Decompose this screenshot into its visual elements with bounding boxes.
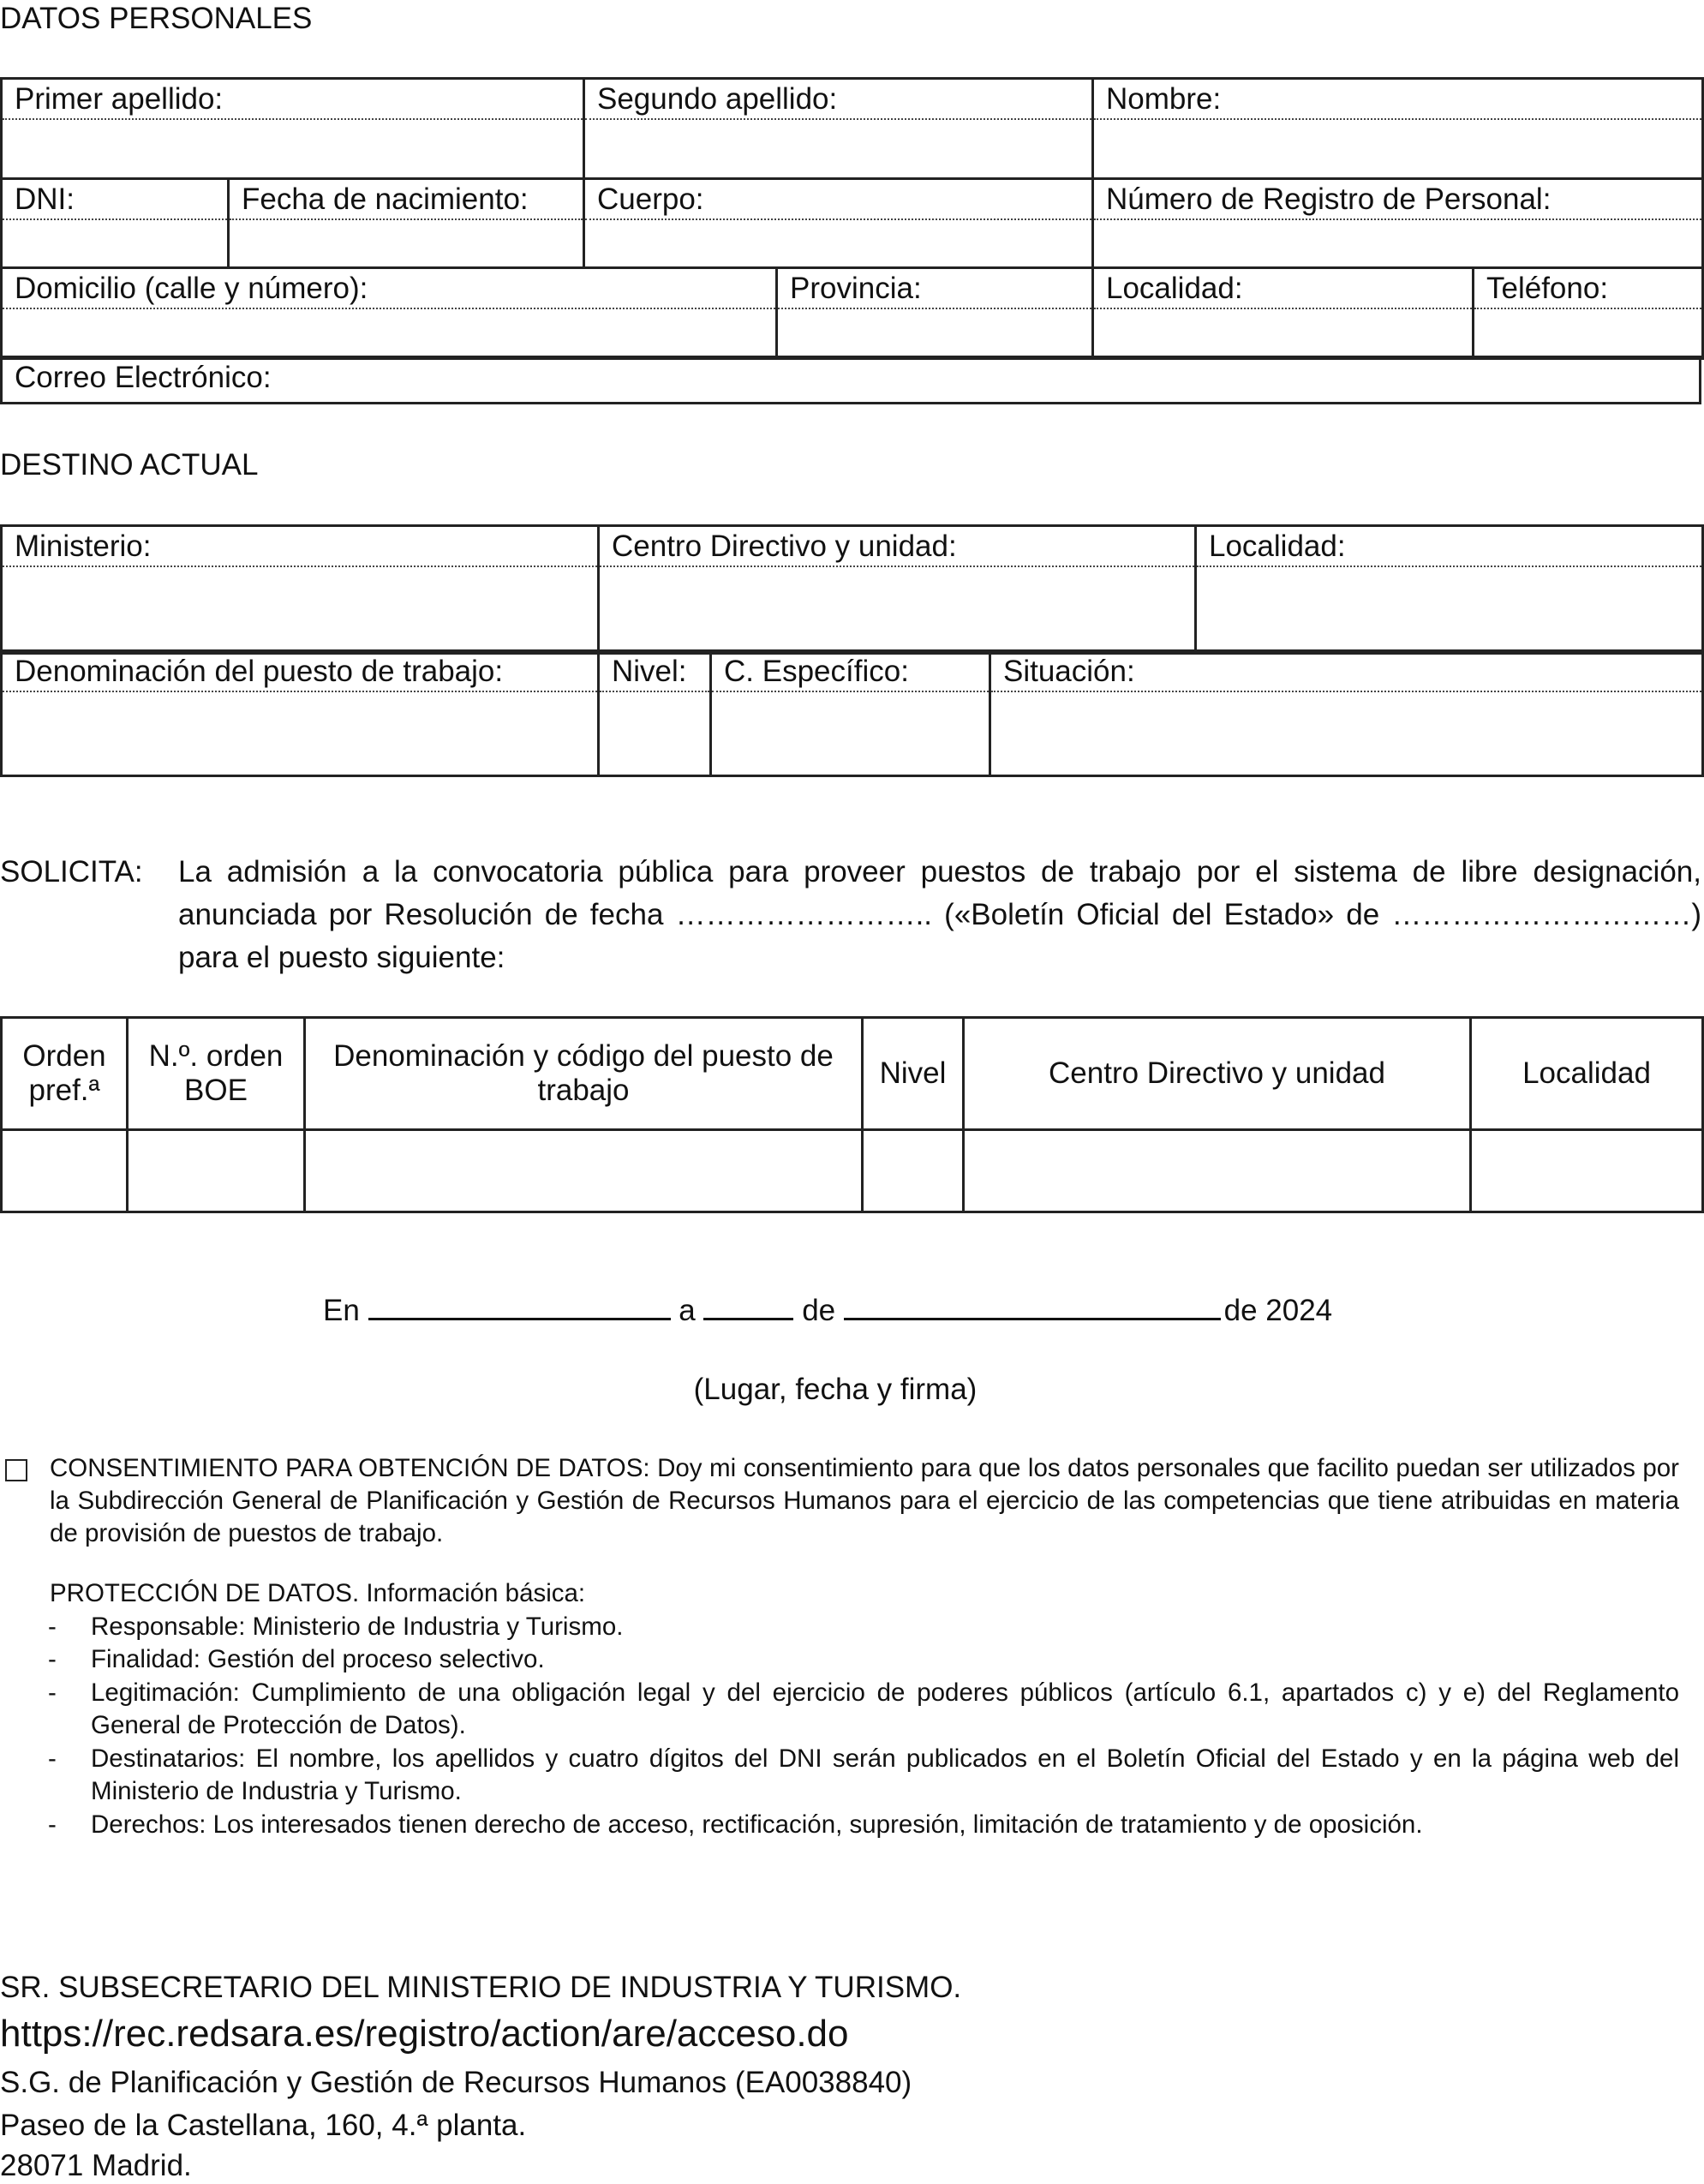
signature-year: de 2024 [1223,1294,1333,1327]
cuerpo-label: Cuerpo: [585,180,1091,220]
header-localidad: Localidad [1471,1018,1703,1130]
fecha-nacimiento-cell[interactable] [229,179,584,268]
signature-en: En [323,1294,360,1327]
situacion-cell[interactable] [990,651,1703,776]
privacy-item-text: Finalidad: Gestión del proceso selectivo. [91,1645,545,1673]
signature-caption: (Lugar, fecha y firma) [693,1373,978,1406]
destino-heading: DESTINO ACTUAL [0,448,259,482]
solicita-line-2: anunciada por Resolución de fecha …………………….. («Boletín Oficial del Estado» de …………………………) [178,898,1701,931]
domicilio-label: Domicilio (calle y número): [3,269,775,309]
solicita-label: SOLICITA: [0,855,143,889]
orden-boe-input[interactable] [128,1130,305,1212]
bullet-dash: - [48,1645,57,1673]
fecha-nacimiento-label: Fecha de nacimiento: [230,180,583,220]
nivel-cell[interactable] [599,651,711,776]
privacy-item-text: Destinatarios: El nombre, los apellidos y cuatro dígitos del DNI serán publicados en el Boletín Oficial del Estado y en la página web del Ministerio de Industria y Turismo. [91,1744,1679,1805]
ministerio-cell[interactable] [2,526,599,654]
signature-line [323,1289,1332,1332]
registry-url[interactable]: https://rec.redsara.es/registro/action/are/acceso.do [0,2013,849,2055]
signature-a: a [679,1294,696,1327]
segundo-apellido-cell[interactable] [584,79,1093,179]
dni-cell[interactable] [2,179,229,268]
cuerpo-cell[interactable] [584,179,1093,268]
header-orden-pref: Orden pref.ª [2,1018,128,1130]
provincia-label: Provincia: [778,269,1091,309]
privacy-item-text: Derechos: Los interesados tienen derecho de acceso, rectificación, supresión, limitación de tratamiento y de oposición. [91,1810,1423,1839]
localidad-label: Localidad: [1094,269,1472,309]
bullet-dash: - [48,1744,57,1773]
addressee: SR. SUBSECRETARIO DEL MINISTERIO DE INDUSTRIA Y TURISMO. [0,1971,962,2004]
solicita-line-1: La admisión a la convocatoria pública para proveer puestos de trabajo por el sistema de libre designación, [178,855,1701,889]
street-address: Paseo de la Castellana, 160, 4.ª planta. [0,2109,527,2142]
puesto-label: Denominación del puesto de trabajo: [3,652,597,692]
localidad-cell[interactable] [1093,268,1474,359]
preference-table [0,1016,1704,1213]
nivel-input[interactable] [863,1130,964,1212]
city-address: 28071 Madrid. [0,2149,192,2182]
nombre-cell[interactable] [1093,79,1703,179]
destino-localidad-cell[interactable] [1196,526,1703,654]
primer-apellido-label: Primer apellido: [3,80,583,120]
privacy-item-text: Responsable: Ministerio de Industria y Turismo. [91,1613,624,1641]
privacy-item [0,1643,1679,1676]
consent-text: CONSENTIMIENTO PARA OBTENCIÓN DE DATOS: Doy mi consentimiento para que los datos personales que facilito puedan ser utilizados por la Subdirección General de Planificación y Gestión de Recursos Humanos para el ejercicio de las competencias que tiene atribuidas en materia de provisión de puestos de trabajo. [50,1454,1679,1547]
correo-cell[interactable] [2,357,1701,404]
preference-empty-row [2,1130,1703,1212]
centro-directivo-label: Centro Directivo y unidad: [600,527,1194,567]
domicilio-cell[interactable] [2,268,777,359]
nombre-label: Nombre: [1094,80,1701,120]
destino-table-bottom [0,649,1704,777]
centro-input[interactable] [964,1130,1471,1212]
personal-data-table [0,77,1704,269]
localidad-input[interactable] [1471,1130,1703,1212]
dni-label: DNI: [3,180,227,220]
email-table [0,356,1701,404]
personal-data-heading: DATOS PERSONALES [0,2,313,35]
situacion-label: Situación: [991,652,1701,692]
header-centro: Centro Directivo y unidad [964,1018,1471,1130]
consent-checkbox[interactable] [5,1459,27,1481]
privacy-item [0,1743,1679,1808]
day-blank[interactable] [703,1290,793,1320]
privacy-item [0,1677,1679,1742]
telefono-cell[interactable] [1474,268,1703,359]
header-orden-boe: N.º. orden BOE [128,1018,305,1130]
correo-label: Correo Electrónico: [15,361,272,394]
place-blank[interactable] [368,1290,671,1320]
bullet-dash: - [48,1613,57,1641]
especifico-cell[interactable] [711,651,990,776]
privacy-item [0,1809,1679,1841]
preference-header-row [2,1018,1703,1130]
bullet-dash: - [48,1810,57,1839]
puesto-cell[interactable] [2,651,599,776]
unit-name: S.G. de Planificación y Gestión de Recursos Humanos (EA0038840) [0,2066,912,2099]
bullet-dash: - [48,1678,57,1707]
nrp-cell[interactable] [1093,179,1703,268]
nivel-label: Nivel: [600,652,709,692]
privacy-item-text: Legitimación: Cumplimiento de una obligación legal y del ejercicio de poderes públicos (artículo 6.1, apartados c) y e) del Reglamento General de Protección de Datos). [91,1678,1679,1739]
especifico-label: C. Específico: [712,652,989,692]
denominacion-input[interactable] [305,1130,863,1212]
nrp-label: Número de Registro de Personal: [1094,180,1701,220]
orden-pref-input[interactable] [2,1130,128,1212]
ministerio-label: Ministerio: [3,527,597,567]
destino-table-top [0,524,1704,655]
provincia-cell[interactable] [777,268,1093,359]
privacy-item [0,1611,1679,1643]
telefono-label: Teléfono: [1474,269,1701,309]
header-denominacion: Denominación y código del puesto de trabajo [305,1018,863,1130]
centro-directivo-cell[interactable] [599,526,1196,654]
address-table [0,266,1704,360]
solicita-line-3: para el puesto siguiente: [178,941,505,974]
month-blank[interactable] [844,1290,1221,1320]
primer-apellido-cell[interactable] [2,79,584,179]
destino-localidad-label: Localidad: [1197,527,1701,567]
segundo-apellido-label: Segundo apellido: [585,80,1091,120]
header-nivel: Nivel [863,1018,964,1130]
privacy-title: PROTECCIÓN DE DATOS. Información básica: [50,1579,586,1607]
signature-de: de [802,1294,836,1327]
